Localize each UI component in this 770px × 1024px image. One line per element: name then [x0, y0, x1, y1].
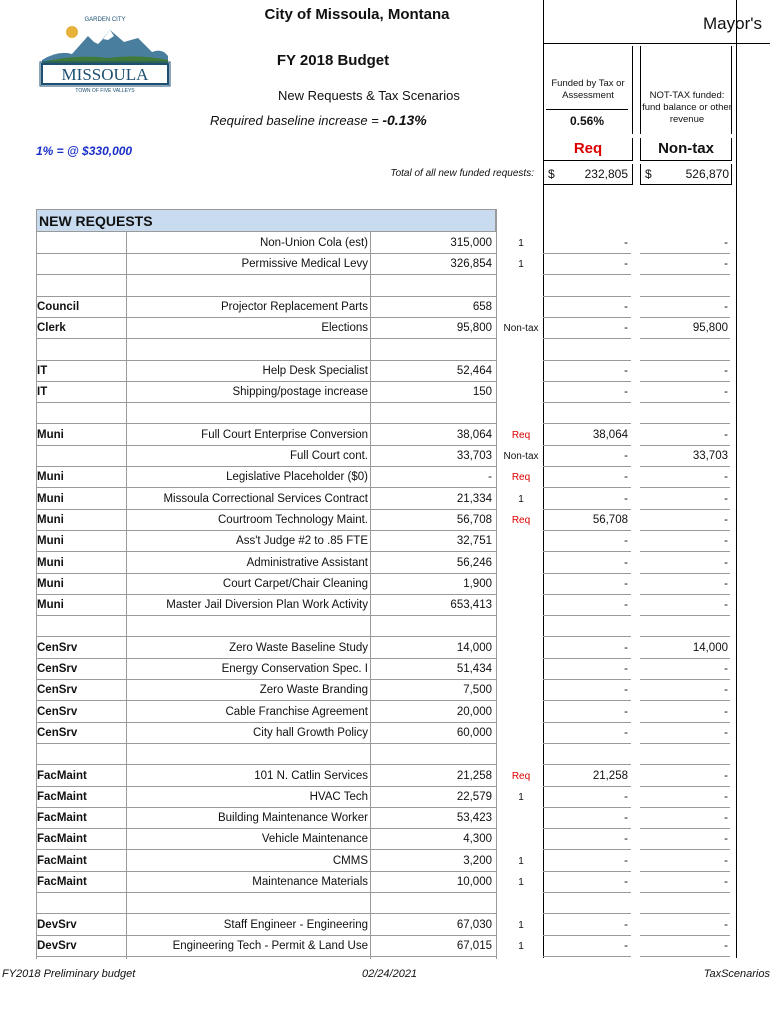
table-row: [0, 787, 770, 808]
req-cell: -: [624, 726, 628, 739]
table-row: [0, 723, 770, 744]
amount-cell: 95,800: [456, 322, 492, 335]
desc-cell: Vehicle Maintenance: [261, 833, 368, 846]
footer-date: 02/24/2021: [362, 968, 418, 980]
desc-cell: Staff Engineer - Engineering: [223, 918, 368, 931]
desc-cell: Legislative Placeholder ($0): [226, 471, 368, 484]
total-label: Total of all new funded requests:: [390, 168, 534, 179]
table-row: [0, 574, 770, 595]
dept-cell: FacMaint: [37, 833, 87, 846]
dollar-sign: $: [645, 167, 652, 181]
req-cell: -: [624, 471, 628, 484]
req-cell: -: [624, 450, 628, 462]
table-row: [0, 659, 770, 680]
flag-cell: 1: [518, 940, 524, 952]
nontax-cell: -: [724, 684, 728, 697]
nontax-cell: -: [724, 726, 728, 739]
amount-cell: [370, 403, 495, 424]
desc-cell: [126, 744, 370, 765]
flag-cell: [500, 723, 542, 744]
req-cell: [543, 403, 631, 424]
amount-cell: [370, 340, 495, 361]
amount-cell: 653,413: [450, 599, 492, 612]
nontax-cell: 33,703: [692, 450, 728, 462]
dept-cell: FacMaint: [37, 812, 87, 825]
amount-cell: 56,708: [456, 513, 492, 526]
flag-cell: Req: [511, 472, 531, 484]
desc-cell: Energy Conservation Spec. I: [221, 663, 368, 675]
table-row: [0, 702, 770, 723]
amount-cell: 7,500: [463, 684, 492, 697]
amount-cell: 658: [472, 300, 492, 313]
dept-cell: FacMaint: [37, 769, 87, 782]
req-cell: -: [624, 663, 628, 675]
desc-cell: CMMS: [332, 854, 368, 867]
dollar-sign: $: [548, 167, 555, 181]
dept-cell: [36, 233, 127, 254]
amount-cell: 33,703: [456, 450, 492, 462]
desc-cell: Non-Union Cola (est): [259, 237, 368, 249]
amount-cell: 1,900: [463, 577, 492, 590]
req-cell: -: [624, 705, 628, 718]
baseline-label: Required baseline increase =: [210, 113, 383, 128]
dept-cell: [36, 744, 127, 765]
table-row: [0, 510, 770, 531]
dept-cell: IT: [37, 364, 48, 377]
flag-cell: 1: [518, 919, 524, 931]
dept-cell: Muni: [37, 535, 64, 548]
missoula-logo: [38, 12, 172, 94]
nontax-cell: -: [724, 364, 728, 377]
dept-cell: Muni: [37, 599, 64, 612]
footer-right: TaxScenarios: [703, 968, 770, 980]
table-row: [0, 595, 770, 616]
flag-cell: [500, 361, 542, 382]
dept-cell: FacMaint: [37, 790, 87, 803]
table-row: [0, 829, 770, 850]
flag-cell: [500, 553, 542, 574]
row-gridline: [36, 956, 496, 957]
desc-cell: Master Jail Diversion Plan Work Activity: [166, 599, 368, 612]
amount-cell: 51,434: [456, 663, 492, 675]
flag-cell: [500, 680, 542, 701]
tax-pct-divider: [546, 109, 628, 110]
amount-cell: [370, 744, 495, 765]
dept-cell: [36, 446, 127, 467]
nontax-cell: [640, 893, 730, 914]
req-cell: -: [624, 876, 628, 888]
table-row: [0, 382, 770, 403]
nontax-cell: -: [724, 471, 728, 484]
nontax-cell: -: [724, 428, 728, 441]
req-cell: [543, 276, 631, 297]
table-row: [0, 616, 770, 637]
req-cell: -: [624, 492, 628, 505]
flag-cell: [500, 638, 542, 659]
flag-cell: [500, 297, 542, 318]
table-row: [0, 638, 770, 659]
flag-cell: 1: [518, 493, 524, 505]
dept-cell: Muni: [37, 556, 64, 569]
dept-cell: Clerk: [37, 322, 66, 335]
row-gridline: [640, 956, 730, 957]
desc-cell: [126, 340, 370, 361]
nontax-cell: -: [724, 812, 728, 825]
desc-cell: Projector Replacement Parts: [220, 300, 368, 313]
dept-cell: DevSrv: [37, 939, 77, 952]
req-cell: -: [624, 577, 628, 590]
table-row: [0, 446, 770, 467]
dept-cell: CenSrv: [37, 641, 78, 654]
nontax-cell: [640, 276, 730, 297]
nontax-cell: -: [724, 237, 728, 249]
dept-cell: Muni: [37, 428, 64, 441]
table-row: [0, 403, 770, 424]
nontax-cell: -: [724, 876, 728, 888]
desc-cell: Court Carpet/Chair Cleaning: [222, 577, 368, 590]
nontax-cell: -: [724, 513, 728, 526]
desc-cell: Full Court Enterprise Conversion: [201, 428, 368, 441]
table-row: [0, 467, 770, 488]
nontax-cell: -: [724, 918, 728, 931]
amount-cell: 56,246: [456, 556, 492, 569]
amount-cell: 53,423: [456, 812, 492, 825]
desc-cell: Administrative Assistant: [246, 556, 368, 569]
table-row: [0, 851, 770, 872]
nontax-label: Non-tax: [640, 138, 732, 161]
amount-cell: 150: [472, 386, 492, 399]
flag-cell: Req: [511, 514, 531, 526]
scenario-title: New Requests & Tax Scenarios: [278, 88, 460, 103]
dept-cell: FacMaint: [37, 854, 87, 867]
table-row: [0, 425, 770, 446]
footer-left: FY2018 Preliminary budget: [2, 968, 136, 980]
req-cell: -: [624, 322, 628, 335]
req-cell: -: [624, 918, 628, 931]
nontax-header: NOT-TAX funded: fund balance or other revenue: [642, 90, 732, 125]
req-cell: -: [624, 833, 628, 846]
table-row: [0, 340, 770, 361]
baseline-value: -0.13%: [382, 112, 427, 128]
amount-cell: 21,258: [456, 769, 492, 782]
req-cell: -: [624, 599, 628, 612]
nontax-cell: -: [724, 492, 728, 505]
nontax-cell: [640, 744, 730, 765]
flag-cell: [500, 702, 542, 723]
dept-cell: CenSrv: [37, 663, 78, 675]
desc-cell: Missoula Correctional Services Contract: [163, 492, 368, 505]
table-row: [0, 936, 770, 957]
nontax-cell: 14,000: [692, 641, 728, 654]
flag-cell: [500, 659, 542, 680]
req-cell: -: [624, 790, 628, 803]
nontax-cell: -: [724, 663, 728, 675]
mayor-label: Mayor's: [703, 14, 762, 33]
nontax-cell: [640, 340, 730, 361]
amount-cell: 21,334: [456, 492, 492, 505]
flag-cell: [500, 574, 542, 595]
flag-cell: [500, 276, 542, 297]
flag-cell: [500, 531, 542, 552]
desc-cell: [126, 893, 370, 914]
nontax-cell: -: [724, 705, 728, 718]
amount-cell: 10,000: [456, 876, 492, 888]
nontax-cell: -: [724, 258, 728, 271]
dept-cell: IT: [37, 386, 48, 399]
req-cell: -: [624, 535, 628, 548]
table-row: [0, 531, 770, 552]
amount-cell: 67,015: [456, 939, 492, 952]
table-row: [0, 744, 770, 765]
req-cell: -: [624, 237, 628, 249]
req-cell: -: [624, 812, 628, 825]
req-cell: [543, 744, 631, 765]
amount-cell: 326,854: [450, 258, 492, 271]
desc-cell: [126, 403, 370, 424]
table-row: [0, 553, 770, 574]
amount-cell: 60,000: [456, 726, 492, 739]
req-cell: -: [624, 556, 628, 569]
dept-cell: CenSrv: [37, 726, 78, 739]
total-nontax: 526,870: [685, 167, 729, 181]
total-nontax-cell: [640, 164, 732, 185]
req-cell: -: [624, 258, 628, 271]
req-cell: [543, 616, 631, 637]
flag-cell: [500, 808, 542, 829]
table-row: [0, 915, 770, 936]
dept-cell: DevSrv: [37, 918, 77, 931]
nontax-cell: -: [724, 556, 728, 569]
table-row: [0, 766, 770, 787]
nontax-cell: 95,800: [692, 322, 728, 335]
desc-cell: Help Desk Specialist: [262, 364, 368, 377]
nontax-cell: [640, 616, 730, 637]
flag-cell: [500, 340, 542, 361]
logo-top-text: GARDEN CITY: [84, 17, 126, 23]
one-percent-note: 1% = @ $330,000: [36, 144, 133, 158]
flag-cell: [500, 744, 542, 765]
req-cell: -: [624, 684, 628, 697]
logo-text: MISSOULA: [61, 65, 149, 84]
flag-cell: 1: [518, 855, 524, 867]
amount-cell: -: [488, 471, 492, 484]
amount-cell: 22,579: [456, 790, 492, 803]
dept-cell: Muni: [37, 492, 64, 505]
row-gridline: [543, 956, 631, 957]
req-cell: -: [624, 300, 628, 313]
table-row: [0, 297, 770, 318]
budget-title: FY 2018 Budget: [276, 52, 390, 69]
desc-cell: Cable Franchise Agreement: [225, 705, 368, 718]
dept-cell: [36, 403, 127, 424]
amount-cell: [370, 276, 495, 297]
desc-cell: Zero Waste Branding: [259, 684, 368, 697]
nontax-cell: -: [724, 577, 728, 590]
amount-cell: 52,464: [456, 364, 492, 377]
dept-cell: [36, 340, 127, 361]
flag-cell: [500, 403, 542, 424]
nontax-cell: -: [724, 599, 728, 612]
flag-cell: 1: [518, 791, 524, 803]
desc-cell: Elections: [321, 322, 368, 335]
nontax-cell: -: [724, 300, 728, 313]
desc-cell: City hall Growth Policy: [252, 726, 368, 739]
nontax-cell: -: [724, 535, 728, 548]
flag-cell: 1: [518, 877, 524, 888]
desc-cell: Engineering Tech - Permit & Land Use: [172, 939, 368, 952]
amount-cell: 32,751: [456, 535, 492, 548]
dept-cell: CenSrv: [37, 684, 78, 697]
nontax-cell: -: [724, 833, 728, 846]
desc-cell: Courtroom Technology Maint.: [218, 513, 368, 526]
table-row: [0, 489, 770, 510]
req-cell: [543, 893, 631, 914]
city-title: City of Missoula, Montana: [264, 6, 450, 23]
desc-cell: HVAC Tech: [309, 790, 368, 803]
amount-cell: 38,064: [456, 428, 492, 441]
req-cell: 21,258: [592, 769, 628, 782]
req-cell: -: [624, 641, 628, 654]
desc-cell: [126, 616, 370, 637]
req-label: Req: [543, 138, 633, 161]
desc-cell: [126, 276, 370, 297]
desc-cell: Full Court cont.: [290, 450, 368, 462]
desc-cell: Ass't Judge #2 to .85 FTE: [236, 535, 368, 548]
amount-cell: 67,030: [456, 918, 492, 931]
dept-cell: Muni: [37, 577, 64, 590]
nontax-cell: -: [724, 769, 728, 782]
dept-cell: Muni: [37, 471, 64, 484]
nontax-cell: [640, 403, 730, 424]
flag-cell: 1: [518, 238, 524, 249]
table-row: [0, 680, 770, 701]
amount-cell: [370, 893, 495, 914]
dept-cell: Muni: [37, 513, 64, 526]
flag-cell: 1: [518, 259, 524, 271]
dept-cell: [36, 254, 127, 275]
flag-cell: [500, 616, 542, 637]
tax-header: Funded by Tax or Assessment: [551, 78, 625, 101]
nontax-cell: -: [724, 854, 728, 867]
flag-cell: Non-tax: [503, 323, 539, 335]
desc-cell: 101 N. Catlin Services: [254, 769, 368, 782]
total-req-cell: [543, 164, 633, 185]
dept-cell: FacMaint: [37, 876, 87, 888]
desc-cell: Permissive Medical Levy: [241, 258, 368, 271]
desc-cell: Building Maintenance Worker: [217, 812, 368, 825]
req-cell: -: [624, 386, 628, 399]
req-cell: 56,708: [592, 513, 628, 526]
dept-cell: [36, 276, 127, 297]
dept-cell: Council: [37, 300, 80, 313]
flag-cell: [500, 382, 542, 403]
table-row: [0, 893, 770, 914]
desc-cell: Maintenance Materials: [252, 876, 368, 888]
desc-cell: Shipping/postage increase: [232, 386, 368, 399]
req-cell: -: [624, 854, 628, 867]
table-row: [0, 872, 770, 893]
section-title: NEW REQUESTS: [36, 209, 496, 232]
table-row: [0, 361, 770, 382]
total-req: 232,805: [584, 167, 628, 181]
dept-cell: [36, 616, 127, 637]
amount-cell: [370, 616, 495, 637]
req-cell: -: [624, 364, 628, 377]
flag-cell: [500, 893, 542, 914]
amount-cell: 3,200: [463, 854, 492, 867]
nontax-cell: -: [724, 939, 728, 952]
table-row: [0, 254, 770, 275]
logo-bottom-text: TOWN OF FIVE VALLEYS: [75, 88, 135, 94]
table-row: [0, 276, 770, 297]
flag-cell: Req: [511, 770, 531, 782]
table-row: [0, 808, 770, 829]
dept-cell: [36, 893, 127, 914]
dept-cell: CenSrv: [37, 705, 78, 718]
flag-cell: Non-tax: [503, 451, 539, 462]
desc-cell: Zero Waste Baseline Study: [229, 641, 368, 654]
flag-cell: [500, 829, 542, 850]
flag-cell: [500, 595, 542, 616]
nontax-cell: -: [724, 386, 728, 399]
amount-cell: 315,000: [450, 237, 492, 249]
req-cell: [543, 340, 631, 361]
table-row: [0, 318, 770, 339]
req-cell: 38,064: [592, 428, 628, 441]
amount-cell: 4,300: [463, 833, 492, 846]
nontax-cell: -: [724, 790, 728, 803]
table-row: [0, 233, 770, 254]
baseline-line: [210, 112, 427, 128]
req-cell: -: [624, 939, 628, 952]
tax-pct: 0.56%: [569, 114, 605, 128]
amount-cell: 20,000: [456, 705, 492, 718]
flag-cell: Req: [511, 429, 531, 441]
amount-cell: 14,000: [456, 641, 492, 654]
